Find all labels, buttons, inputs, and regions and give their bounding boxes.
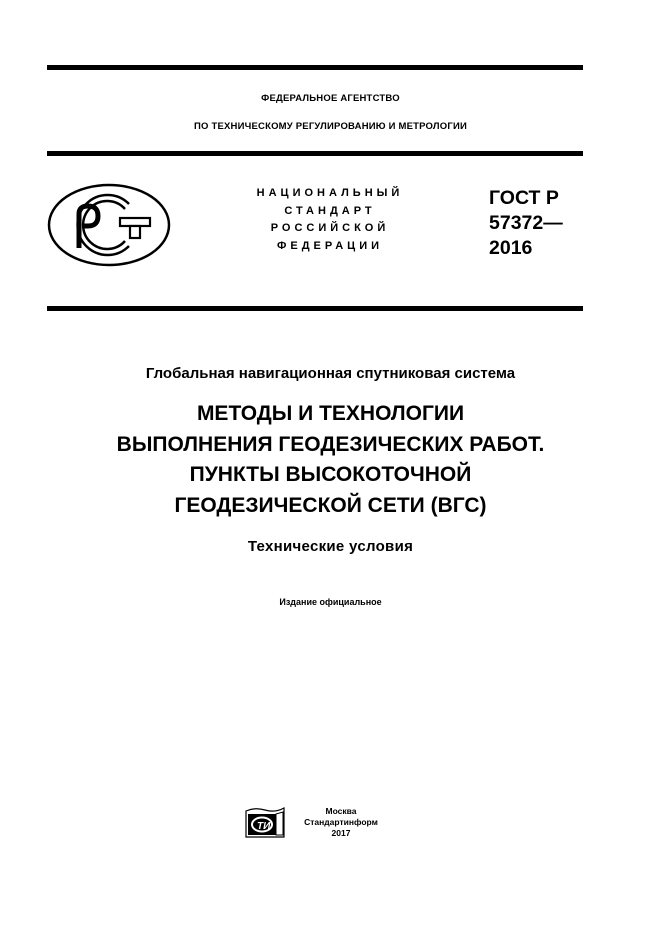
- title-line: ГЕОДЕЗИЧЕСКОЙ СЕТИ (ВГС): [174, 493, 487, 517]
- rst-gost-logo-icon: [46, 182, 172, 273]
- agency-line-2: ПО ТЕХНИЧЕСКОМУ РЕГУЛИРОВАНИЮ И МЕТРОЛОГИИ: [194, 121, 467, 132]
- agency-line-1: ФЕДЕРАЛЬНОЕ АГЕНТСТВО: [261, 93, 400, 104]
- publisher-city: Москва: [325, 806, 357, 816]
- standartinform-logo-icon: [245, 806, 285, 843]
- title-line: ПУНКТЫ ВЫСОКОТОЧНОЙ: [189, 463, 472, 486]
- standard-block-rule: [47, 306, 583, 311]
- document-subtitle: Глобальная навигационная спутниковая система: [145, 365, 516, 382]
- top-rule: [47, 65, 583, 70]
- title-line: МЕТОДЫ И ТЕХНОЛОГИИ: [196, 402, 465, 425]
- technical-conditions: Технические условия: [247, 538, 414, 555]
- gost-line: 2016: [489, 237, 533, 259]
- gost-line: 57372—: [489, 212, 563, 234]
- publisher-info: [296, 806, 386, 839]
- header-rule: [47, 151, 583, 156]
- publisher-year: 2017: [331, 828, 351, 838]
- title-line: ВЫПОЛНЕНИЯ ГЕОДЕЗИЧЕСКИХ РАБОТ.: [116, 432, 545, 456]
- national-standard-label: [230, 185, 430, 255]
- national-standard-line: НАЦИОНАЛЬНЫЙ: [256, 187, 404, 199]
- national-standard-line: РОССИЙСКОЙ: [270, 222, 390, 234]
- gost-number: [489, 186, 563, 261]
- edition-label: Издание официальное: [279, 597, 382, 607]
- national-standard-line: ФЕДЕРАЦИИ: [276, 239, 384, 252]
- document-title: [0, 399, 661, 521]
- gost-line: ГОСТ Р: [489, 187, 559, 209]
- national-standard-line: СТАНДАРТ: [284, 204, 376, 217]
- svg-text:ТИ: ТИ: [257, 821, 271, 832]
- publisher-name: Стандартинформ: [304, 817, 378, 827]
